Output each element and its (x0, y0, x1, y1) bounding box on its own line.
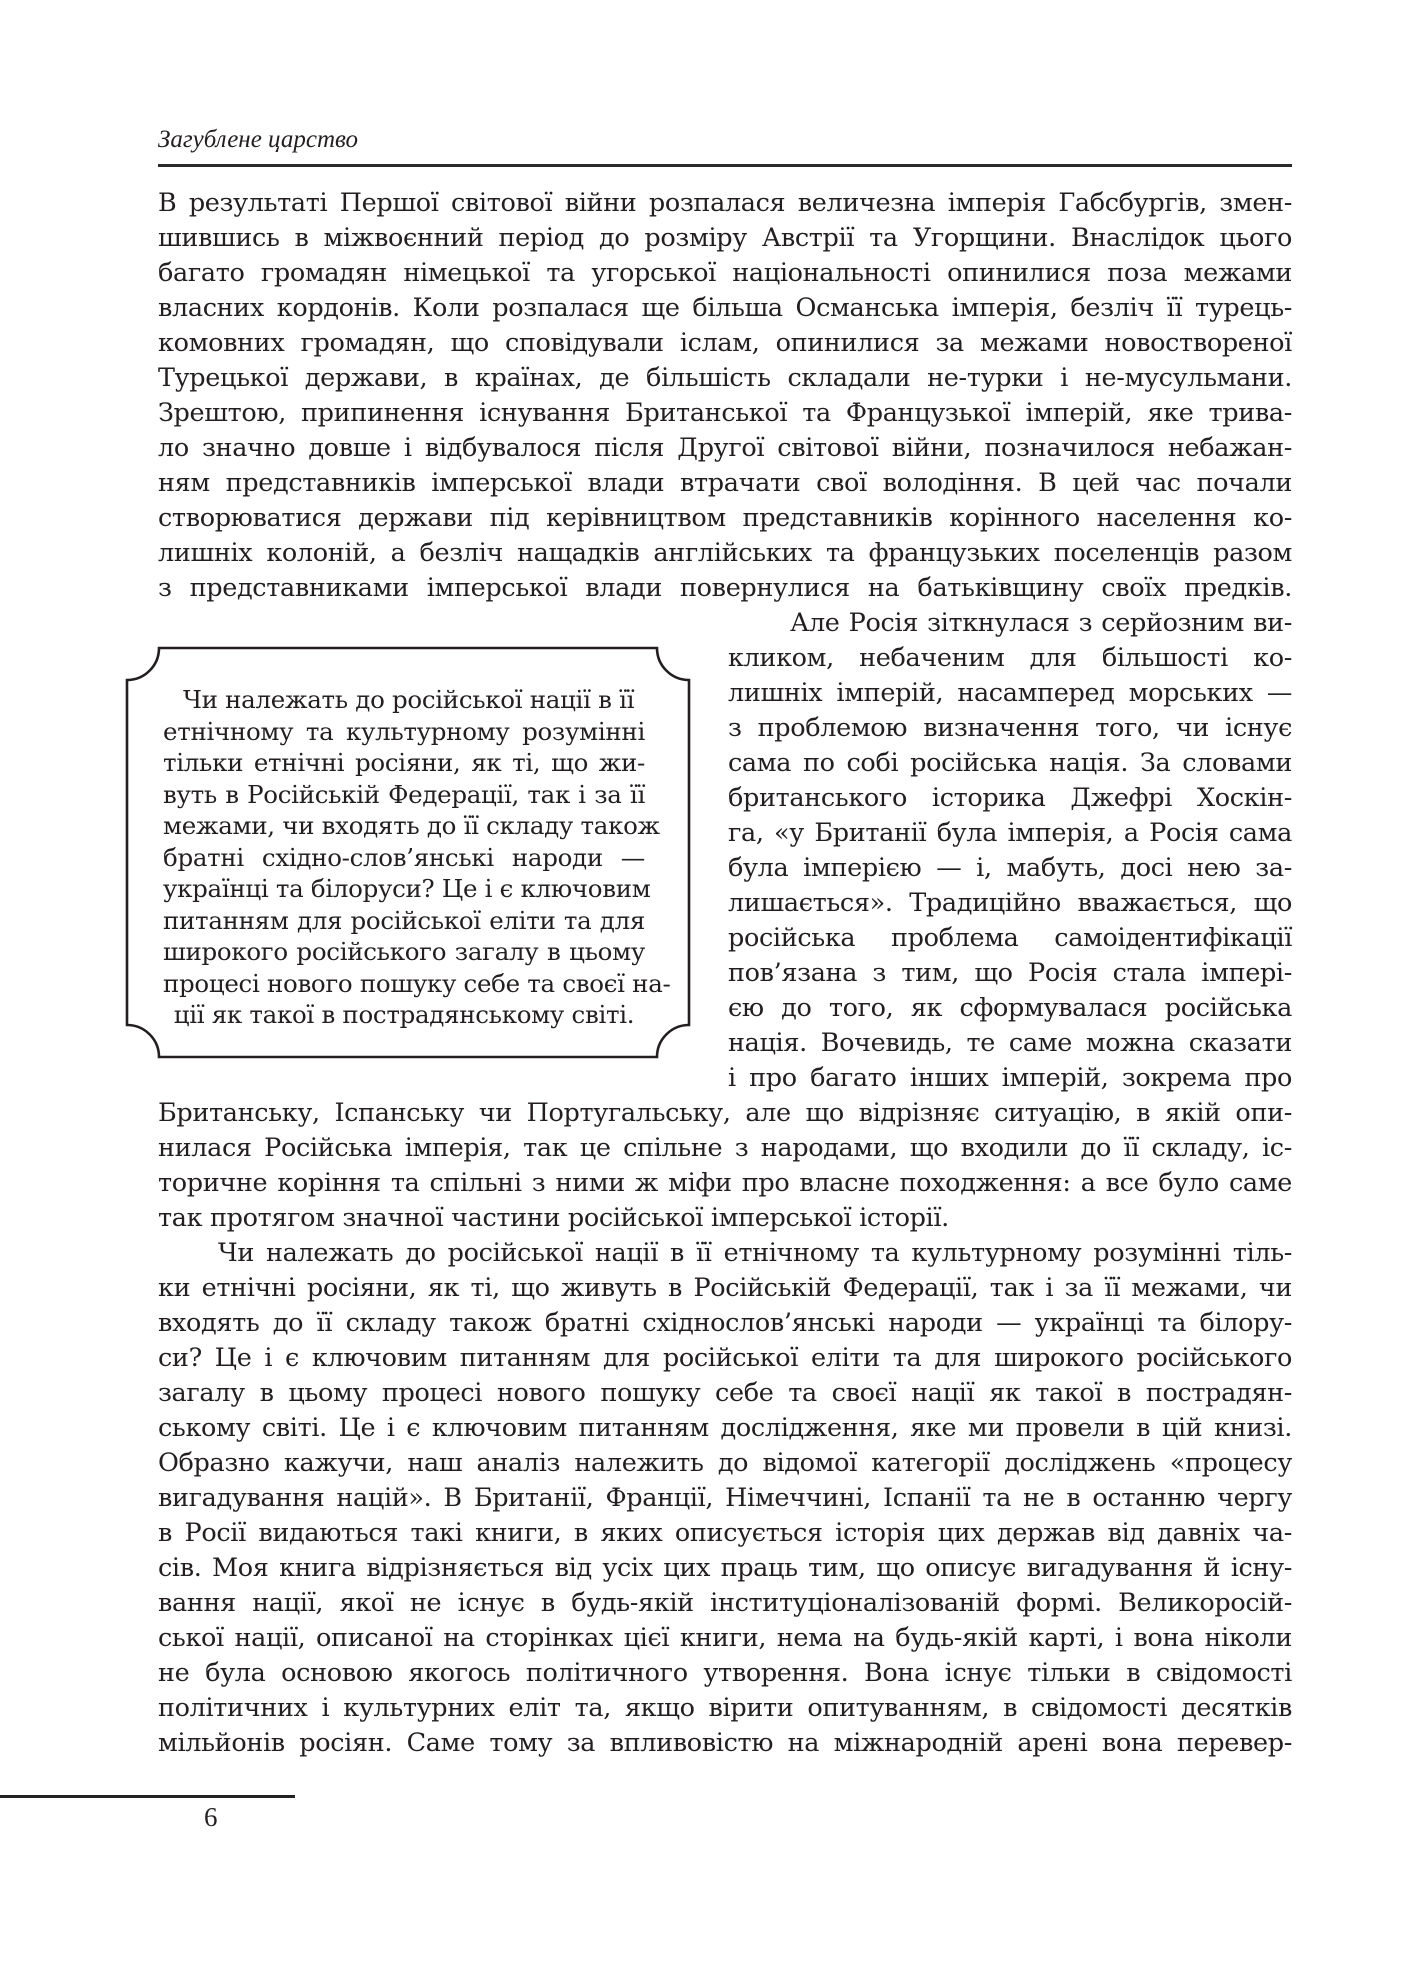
text-line: вигадування націй». В Британії, Франції, Німеччині, Іспанії та не в останню чергу (158, 1483, 1292, 1513)
text-line: сів. Моя книга відрізняється від усіх цих праць тим, що описує вигадування й існу- (158, 1553, 1292, 1583)
text-line: шившись в міжвоєнний період до розміру Австрії та Угорщини. Внаслідок цього (158, 223, 1292, 253)
text-line: Турецької держави, в країнах, де більшість складали не-турки і не-мусульмани. (158, 363, 1292, 393)
text-line: га, «у Британії була імперія, а Росія сама (728, 818, 1292, 848)
text-line: лишається». Традиційно вважається, що (728, 888, 1292, 918)
text-line: си? Це і є ключовим питанням для російської еліти та для широкого російського (158, 1343, 1292, 1373)
text-line: власних кордонів. Коли розпалася ще більша Османська імперія, безліч її турець- (158, 293, 1292, 323)
text-line: так протягом значної частини російської імперської історії. (158, 1203, 949, 1233)
pull-quote-box (125, 646, 691, 1059)
quote-line: питанням для російської еліти та для (163, 905, 645, 935)
quote-line: процесі нового пошуку себе та своєї на- (163, 968, 671, 998)
text-line: вання нації, якої не існує в будь-якій інституціоналізованій формі. Великоросій- (158, 1588, 1292, 1618)
header-rule (158, 164, 1292, 167)
text-line: лишніх колоній, а безліч нащадків англійських та французьких поселенців разом (158, 538, 1292, 568)
quote-line: тільки етнічні росіяни, як ті, що жи- (163, 748, 645, 777)
text-line: з представниками імперської влади повернулися на батьківщину своїх предків. (158, 573, 1292, 603)
text-line: була імперією — і, мабуть, досі нею за- (728, 853, 1292, 883)
text-line: мільйонів росіян. Саме тому за впливовістю на міжнародній арені вона перевер- (158, 1728, 1292, 1758)
text-line: і про багато інших імперій, зокрема про (728, 1063, 1292, 1093)
text-line: Зрештою, припинення існування Британської та Французької імперій, яке трива- (158, 398, 1292, 428)
running-head: Загублене царство (158, 126, 359, 153)
quote-line: вуть в Російській Федерації, так і за її (163, 779, 645, 809)
text-line: Британську, Іспанську чи Португальську, але що відрізняє ситуацію, в якій опи- (158, 1098, 1292, 1128)
footer-rule (0, 1795, 295, 1798)
text-line: входять до її складу також братні східнослов’янські народи — українці та білору- (158, 1308, 1292, 1338)
quote-line: братні східно-слов’янські народи — (163, 842, 645, 872)
text-line: ням представників імперської влади втрачати свої володіння. В цей час почали (158, 468, 1292, 498)
text-line: сама по собі російська нація. За словами (728, 748, 1292, 778)
text-line: кликом, небаченим для більшості ко- (728, 643, 1292, 673)
text-line: російська проблема самоідентифікації (728, 923, 1292, 953)
text-line: ському світі. Це і є ключовим питанням дослідження, яке ми провели в цій книзі. (158, 1413, 1292, 1443)
quote-line: ції як такої в пострадянському світі. (173, 1000, 635, 1029)
quote-line: межами, чи входять до її складу також (163, 811, 660, 840)
text-line: британського історика Джефрі Хоскін- (728, 783, 1292, 813)
text-line: створюватися держави під керівництвом представників корінного населення ко- (158, 503, 1292, 533)
text-line: єю до того, як сформувалася російська (728, 993, 1292, 1023)
text-line: в Росії видаються такі книги, в яких описується історія цих держав від давніх ча- (158, 1518, 1292, 1548)
text-line: пов’язана з тим, що Росія стала імпері- (728, 958, 1292, 988)
text-line: комовних громадян, що сповідували іслам, опинилися за межами новоствореної (158, 328, 1292, 358)
text-line: загалу в цьому процесі нового пошуку себе та своєї нації як такої в пострадян- (158, 1378, 1292, 1408)
text-line: ки етнічні росіяни, як ті, що живуть в Російській Федерації, так і за її межами, чи (158, 1273, 1292, 1303)
text-line: нилася Російська імперія, так це спільне з народами, що входили до її складу, іс- (158, 1133, 1292, 1163)
text-line: ло значно довше і відбувалося після Другої світової війни, позначилося небажан- (158, 433, 1292, 463)
quote-line: широкого російського загалу в цьому (163, 937, 645, 966)
quote-line: Чи належать до російської нації в її (183, 685, 635, 714)
text-line: не була основою якогось політичного утворення. Вона існує тільки в свідомості (158, 1658, 1292, 1688)
text-line: нація. Вочевидь, те саме можна сказати (728, 1028, 1292, 1058)
text-line: лишніх імперій, насамперед морських — (728, 678, 1292, 708)
text-line: торичне коріння та спільні з ними ж міфи про власне походження: а все було саме (158, 1168, 1292, 1198)
text-line: ської нації, описаної на сторінках цієї книги, нема на будь-якій карті, і вона ніколи (158, 1623, 1292, 1653)
quote-line: українці та білоруси? Це і є ключовим (163, 874, 651, 903)
text-line: політичних і культурних еліт та, якщо вірити опитуванням, в свідомості десятків (158, 1693, 1292, 1723)
text-line: Образно кажучи, наш аналіз належить до відомої категорії досліджень «процесу (158, 1448, 1292, 1478)
text-line: Чи належать до російської нації в її етнічному та культурному розумінні тіль- (218, 1238, 1292, 1268)
text-line: з проблемою визначення того, чи існує (728, 713, 1292, 743)
quote-line: етнічному та культурному розумінні (163, 716, 645, 746)
text-line: В результаті Першої світової війни розпалася величезна імперія Габсбургів, змен- (158, 188, 1292, 218)
text-line: Але Росія зіткнулася з серйозним ви- (790, 608, 1292, 638)
text-line: багато громадян німецької та угорської національності опинилися поза межами (158, 258, 1292, 288)
page-number: 6 (204, 1802, 218, 1832)
